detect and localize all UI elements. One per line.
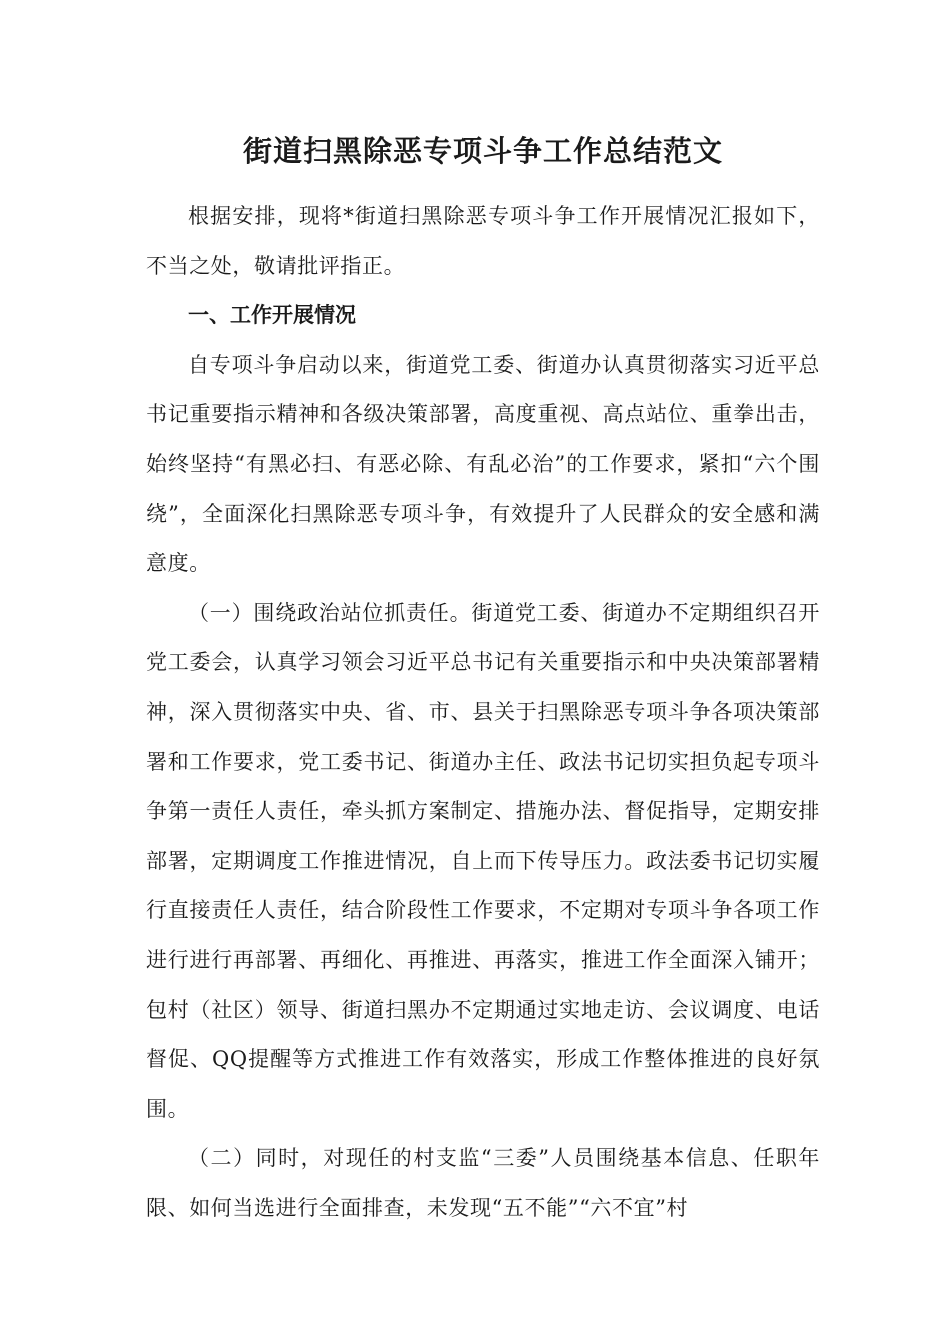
intro-paragraph: 根据安排，现将*街道扫黑除恶专项斗争工作开展情况汇报如下，不当之处，敬请批评指正。	[146, 204, 820, 278]
body-paragraph-responsibility: （一）围绕政治站位抓责任。街道党工委、街道办不定期组织召开党工委会，认真学习领会习近平总书记有关重要指示和中央决策部署精神，深入贯彻落实中央、省、市、县关于扫黑除恶专项斗争各项决策部署和工作要求，党工委书记、街道办主任、政法书记切实担负起专项斗争第一责任人责任，牵头抓方案制定、措施办法、督促指导，定期安排部署，定期调度工作推进情况，自上而下传导压力。政法委书记切实履行直接责任人责任，结合阶段性工作要求，不定期对专项斗争各项工作进行进行再部署、再细化、再推进、再落实，推进工作全面深入铺开；包村（社区）领导、街道扫黑办不定期通过实地走访、会议调度、电话督促、QQ提醒等方式推进工作有效落实，形成工作整体推进的良好氛围。	[146, 600, 820, 1121]
document-title: 街道扫黑除恶专项斗争工作总结范文	[242, 134, 723, 168]
document-body	[146, 128, 820, 1233]
section-heading-work-progress: 一、工作开展情况	[188, 303, 356, 328]
body-paragraph-screening: （二）同时，对现任的村支监“三委”人员围绕基本信息、任职年限、如何当选进行全面排查，未发现“五不能”“六不宜”村	[146, 1146, 820, 1220]
body-paragraph-overview: 自专项斗争启动以来，街道党工委、街道办认真贯彻落实习近平总书记重要指示精神和各级决策部署，高度重视、高点站位、重拳出击，始终坚持“有黑必扫、有恶必除、有乱必治”的工作要求，紧扣“六个围绕”，全面深化扫黑除恶专项斗争，有效提升了人民群众的安全感和满意度。	[146, 352, 820, 576]
